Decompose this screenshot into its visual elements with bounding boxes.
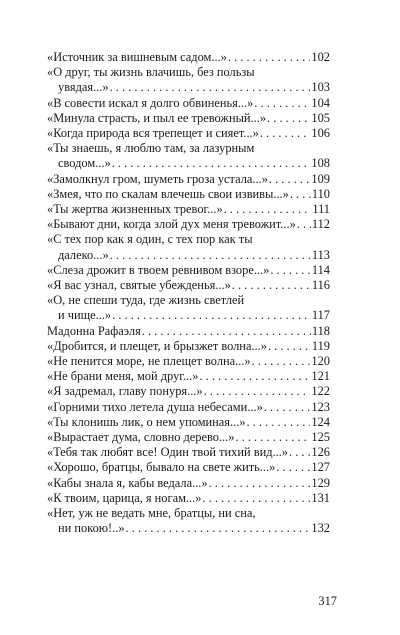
toc-entry bbox=[47, 187, 330, 202]
dot-leader bbox=[276, 460, 310, 475]
toc-entry-line bbox=[47, 248, 330, 263]
toc-entry-title: «Я задремал, главу понуря...» bbox=[47, 384, 203, 399]
toc-entry-line bbox=[47, 263, 330, 278]
toc-entry-line bbox=[47, 506, 330, 521]
toc-entry bbox=[47, 50, 330, 65]
dot-leader bbox=[209, 476, 311, 491]
toc-entry-line bbox=[47, 460, 330, 475]
toc-entry-title: «С тех пор как я один, с тех пор как ты bbox=[47, 232, 253, 247]
toc-entry-line bbox=[47, 232, 330, 247]
toc-entry-title: «Горними тихо летела душа небесами...» bbox=[47, 399, 263, 414]
dot-leader bbox=[224, 202, 312, 217]
dot-leader bbox=[199, 369, 310, 384]
toc-entry-title: «Замолкнул гром, шуметь гроза устала...» bbox=[47, 171, 268, 186]
toc-entry-line bbox=[47, 156, 330, 171]
dot-leader bbox=[142, 324, 311, 339]
table-of-contents bbox=[47, 50, 330, 537]
toc-entry-line bbox=[47, 96, 330, 111]
toc-entry bbox=[47, 111, 330, 126]
dot-leader bbox=[270, 263, 311, 278]
toc-entry-title: «Хорошо, братцы, бывало на свете жить...» bbox=[47, 460, 276, 475]
toc-entry-title: «Нет, уж не ведать мне, братцы, ни сна, bbox=[47, 506, 256, 521]
toc-entry-title: «О друг, ты жизнь влачишь, без пользы bbox=[47, 65, 255, 80]
toc-entry bbox=[47, 278, 330, 293]
toc-entry-title: «Вырастает дума, словно дерево...» bbox=[47, 430, 235, 445]
toc-entry bbox=[47, 263, 330, 278]
dot-leader bbox=[112, 308, 311, 323]
toc-entry-title: «Не пенится море, не плещет волна...» bbox=[47, 354, 251, 369]
toc-entry-title: «Тебя так любят все! Один твой тихий вид...» bbox=[47, 445, 288, 460]
toc-entry-title: «Минула страсть, и пыл ее тревожный...» bbox=[47, 110, 267, 125]
dot-leader bbox=[126, 521, 311, 536]
dot-leader bbox=[267, 111, 310, 126]
toc-entry-page: 110 bbox=[311, 186, 330, 201]
toc-entry bbox=[47, 202, 330, 217]
toc-entry-page: 132 bbox=[311, 521, 330, 536]
toc-entry bbox=[47, 141, 330, 171]
toc-entry-title: «Не брани меня, мой друг...» bbox=[47, 369, 199, 384]
toc-entry bbox=[47, 126, 330, 141]
dot-leader bbox=[252, 354, 311, 369]
toc-entry-page: 123 bbox=[311, 399, 330, 414]
dot-leader bbox=[254, 96, 310, 111]
toc-entry-page: 108 bbox=[311, 156, 330, 171]
dot-leader bbox=[110, 80, 311, 95]
toc-entry-line bbox=[47, 415, 330, 430]
toc-entry-title: «Ты жертва жизненных тревог...» bbox=[47, 202, 223, 217]
toc-entry-line bbox=[47, 126, 330, 141]
toc-entry bbox=[47, 172, 330, 187]
toc-entry-page: 109 bbox=[311, 171, 330, 186]
toc-entry-title: увядая...» bbox=[58, 80, 109, 95]
toc-entry bbox=[47, 476, 330, 491]
dot-leader bbox=[247, 415, 311, 430]
toc-entry-page: 122 bbox=[311, 384, 330, 399]
toc-entry bbox=[47, 400, 330, 415]
toc-entry-page: 129 bbox=[311, 475, 330, 490]
dot-leader bbox=[228, 50, 311, 65]
toc-entry-title: «О, не спеши туда, где жизнь светлей bbox=[47, 293, 245, 308]
toc-entry bbox=[47, 369, 330, 384]
toc-entry-title: Мадонна Рафаэля bbox=[47, 323, 141, 338]
toc-entry-title: «Ты знаешь, я люблю там, за лазурным bbox=[47, 141, 255, 156]
toc-entry-line bbox=[47, 65, 330, 80]
toc-entry-title: «Бывают дни, когда злой дух меня тревожит...» bbox=[47, 217, 296, 232]
dot-leader bbox=[232, 278, 311, 293]
toc-entry-line bbox=[47, 369, 330, 384]
toc-entry-page: 116 bbox=[311, 278, 330, 293]
toc-entry bbox=[47, 491, 330, 506]
toc-entry-title: «Слеза дрожит в твоем ревнивом взоре...» bbox=[47, 262, 270, 277]
page-number: 317 bbox=[318, 594, 337, 608]
toc-entry-line bbox=[47, 202, 330, 217]
toc-entry-line bbox=[47, 278, 330, 293]
toc-entry-line bbox=[47, 430, 330, 445]
toc-entry-page: 121 bbox=[311, 369, 330, 384]
toc-entry-line bbox=[47, 172, 330, 187]
toc-entry bbox=[47, 430, 330, 445]
toc-entry-line bbox=[47, 521, 330, 536]
dot-leader bbox=[289, 445, 310, 460]
toc-entry bbox=[47, 460, 330, 475]
toc-entry-page: 103 bbox=[311, 80, 330, 95]
toc-entry-line bbox=[47, 476, 330, 491]
toc-entry-line bbox=[47, 339, 330, 354]
toc-entry bbox=[47, 506, 330, 536]
toc-entry-page: 131 bbox=[311, 490, 330, 505]
dot-leader bbox=[268, 339, 311, 354]
toc-entry bbox=[47, 354, 330, 369]
toc-entry-title: ни покою!..» bbox=[58, 521, 125, 536]
toc-entry bbox=[47, 339, 330, 354]
toc-entry bbox=[47, 96, 330, 111]
dot-leader bbox=[290, 187, 311, 202]
toc-entry bbox=[47, 232, 330, 262]
toc-entry-page: 124 bbox=[311, 414, 330, 429]
toc-entry-page: 112 bbox=[311, 217, 330, 232]
toc-entry bbox=[47, 324, 330, 339]
toc-entry bbox=[47, 445, 330, 460]
dot-leader bbox=[204, 384, 311, 399]
toc-entry-page: 117 bbox=[311, 308, 330, 323]
toc-entry-line bbox=[47, 354, 330, 369]
toc-entry-page: 102 bbox=[311, 50, 330, 64]
toc-entry-page: 114 bbox=[311, 262, 330, 277]
toc-entry bbox=[47, 293, 330, 323]
toc-entry-title: «Источник за вишневым садом...» bbox=[47, 50, 227, 64]
dot-leader bbox=[112, 156, 311, 171]
toc-entry-title: далеко...» bbox=[58, 247, 109, 262]
toc-entry bbox=[47, 65, 330, 95]
toc-entry-line bbox=[47, 217, 330, 232]
dot-leader bbox=[235, 430, 310, 445]
toc-entry-line bbox=[47, 491, 330, 506]
toc-entry-page: 125 bbox=[311, 430, 330, 445]
dot-leader bbox=[260, 126, 311, 141]
toc-entry-title: «К твоим, царица, я ногам...» bbox=[47, 490, 202, 505]
dot-leader bbox=[264, 400, 311, 415]
toc-entry-line bbox=[47, 293, 330, 308]
toc-entry-line bbox=[47, 80, 330, 95]
toc-entry-page: 106 bbox=[311, 126, 330, 141]
toc-entry-title: и чище...» bbox=[58, 308, 112, 323]
toc-entry-line bbox=[47, 384, 330, 399]
toc-entry-page: 111 bbox=[312, 202, 330, 217]
toc-entry-title: «Ты клонишь лик, о нем упоминая...» bbox=[47, 414, 246, 429]
toc-entry-title: «Я вас узнал, святые убежденья...» bbox=[47, 278, 231, 293]
toc-entry-page: 127 bbox=[311, 460, 330, 475]
toc-entry bbox=[47, 415, 330, 430]
toc-entry-line bbox=[47, 141, 330, 156]
toc-entry bbox=[47, 384, 330, 399]
toc-entry-page: 113 bbox=[311, 247, 330, 262]
toc-entry-page: 126 bbox=[311, 445, 330, 460]
dot-leader bbox=[110, 248, 311, 263]
dot-leader bbox=[297, 217, 311, 232]
toc-entry-title: «Змея, что по скалам влечешь свои извивы...» bbox=[47, 186, 289, 201]
toc-entry-line bbox=[47, 50, 330, 65]
toc-entry-line bbox=[47, 187, 330, 202]
toc-entry-page: 119 bbox=[311, 338, 330, 353]
toc-entry-line bbox=[47, 445, 330, 460]
toc-entry-title: «В совести искал я долго обвиненья...» bbox=[47, 95, 254, 110]
toc-entry-page: 120 bbox=[311, 354, 330, 369]
toc-entry-page: 105 bbox=[311, 110, 330, 125]
toc-entry-line bbox=[47, 324, 330, 339]
toc-entry-page: 104 bbox=[311, 95, 330, 110]
dot-leader bbox=[269, 172, 311, 187]
toc-entry-line bbox=[47, 400, 330, 415]
toc-entry-title: «Кабы знала я, кабы ведала...» bbox=[47, 475, 208, 490]
toc-entry-line bbox=[47, 308, 330, 323]
toc-entry bbox=[47, 217, 330, 232]
toc-entry-title: «Когда природа вся трепещет и сияет...» bbox=[47, 126, 259, 141]
toc-entry-line bbox=[47, 111, 330, 126]
toc-entry-title: сводом...» bbox=[58, 156, 111, 171]
dot-leader bbox=[202, 491, 310, 506]
toc-entry-page: 118 bbox=[311, 323, 330, 338]
toc-entry-title: «Дробится, и плещет, и брызжет волна...» bbox=[47, 338, 267, 353]
